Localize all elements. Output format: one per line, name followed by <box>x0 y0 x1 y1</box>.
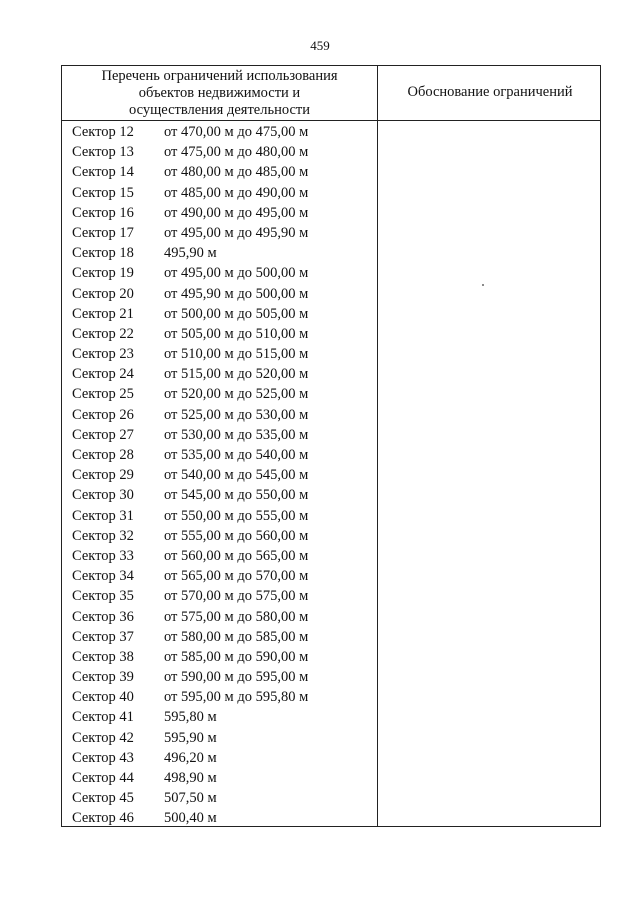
sector-name: Сектор 37 <box>72 628 134 645</box>
table-row <box>62 142 377 162</box>
table-row <box>62 788 377 808</box>
table-row <box>62 687 377 707</box>
header-justification: Обоснование ограничений <box>407 84 573 100</box>
table-row <box>62 728 377 748</box>
sector-name: Сектор 38 <box>72 648 134 665</box>
sector-name: Сектор 27 <box>72 426 134 443</box>
sector-name: Сектор 40 <box>72 689 134 706</box>
sector-name: Сектор 36 <box>72 608 134 625</box>
page-number: 459 <box>310 38 330 53</box>
table-row <box>62 586 377 606</box>
sector-name: Сектор 46 <box>72 810 134 827</box>
height-range: от 530,00 м до 535,00 м <box>164 426 309 443</box>
height-range: от 565,00 м до 570,00 м <box>164 568 309 585</box>
table-row <box>62 384 377 404</box>
sector-name: Сектор 25 <box>72 386 134 403</box>
sector-name: Сектор 12 <box>72 124 134 140</box>
sector-name: Сектор 17 <box>72 224 134 241</box>
height-range: от 495,00 м до 500,00 м <box>164 265 309 282</box>
table-row <box>62 122 377 142</box>
table-row <box>62 627 377 647</box>
height-range: от 550,00 м до 555,00 м <box>164 507 309 524</box>
height-range: от 560,00 м до 565,00 м <box>164 547 309 564</box>
table-row <box>62 183 377 203</box>
height-range: от 545,00 м до 550,00 м <box>164 487 309 504</box>
height-range: от 480,00 м до 485,00 м <box>164 164 309 181</box>
height-range: от 520,00 м до 525,00 м <box>164 386 309 403</box>
table-row <box>62 344 377 364</box>
sector-name: Сектор 21 <box>72 305 134 322</box>
height-range: от 525,00 м до 530,00 м <box>164 406 309 423</box>
scan-speck <box>482 284 484 286</box>
sector-name: Сектор 39 <box>72 669 134 686</box>
restrictions-table <box>61 65 601 827</box>
table-row <box>62 324 377 344</box>
height-range: от 535,00 м до 540,00 м <box>164 447 309 463</box>
height-range: 495,90 м <box>164 245 217 262</box>
sector-name: Сектор 14 <box>72 164 134 181</box>
height-range: 500,40 м <box>164 810 217 827</box>
table-row <box>62 607 377 627</box>
height-range: от 555,00 м до 560,00 м <box>164 527 309 544</box>
table-row <box>62 263 377 283</box>
table-row <box>62 566 377 586</box>
table-row <box>62 485 377 505</box>
header-restrictions-list <box>62 68 377 119</box>
table-row <box>62 203 377 223</box>
height-range: 498,90 м <box>164 770 217 786</box>
sector-name: Сектор 32 <box>72 527 134 544</box>
sector-name: Сектор 22 <box>72 325 134 342</box>
height-range: от 470,00 м до 475,00 м <box>164 124 309 140</box>
header-left-line-1: Перечень ограничений использования <box>101 68 338 84</box>
height-range: от 570,00 м до 575,00 м <box>164 588 309 605</box>
sector-name: Сектор 20 <box>72 285 134 302</box>
sector-name: Сектор 18 <box>72 245 134 262</box>
sector-name: Сектор 16 <box>72 204 134 221</box>
table-row <box>62 445 377 465</box>
table-row <box>62 647 377 667</box>
sector-name: Сектор 29 <box>72 467 134 484</box>
sector-name: Сектор 13 <box>72 144 134 161</box>
sector-name: Сектор 15 <box>72 184 134 201</box>
table-row <box>62 667 377 687</box>
table-row <box>62 243 377 263</box>
table-row <box>62 162 377 182</box>
height-range: от 540,00 м до 545,00 м <box>164 467 309 484</box>
height-range: от 590,00 м до 595,00 м <box>164 669 309 686</box>
table-row <box>62 465 377 485</box>
sector-name: Сектор 41 <box>72 709 134 726</box>
height-range: от 580,00 м до 585,00 м <box>164 628 309 645</box>
sector-name: Сектор 35 <box>72 588 134 605</box>
sector-name: Сектор 43 <box>72 749 134 766</box>
height-range: от 575,00 м до 580,00 м <box>164 608 309 625</box>
header-left-line-2: объектов недвижимости и <box>138 85 301 101</box>
height-range: от 510,00 м до 515,00 м <box>164 346 309 363</box>
table-row <box>62 284 377 304</box>
table-row <box>62 425 377 445</box>
table-row <box>62 304 377 324</box>
table-row <box>62 808 377 828</box>
height-range: от 495,00 м до 495,90 м <box>164 224 309 241</box>
height-range: 507,50 м <box>164 790 217 807</box>
sector-name: Сектор 28 <box>72 447 134 463</box>
sector-name: Сектор 24 <box>72 366 134 383</box>
height-range: 595,80 м <box>164 709 217 726</box>
height-range: 595,90 м <box>164 729 217 746</box>
sector-name: Сектор 31 <box>72 507 134 524</box>
table-row <box>62 506 377 526</box>
table-row <box>62 748 377 768</box>
height-range: от 505,00 м до 510,00 м <box>164 325 309 342</box>
height-range: от 475,00 м до 480,00 м <box>164 144 309 161</box>
sector-name: Сектор 45 <box>72 790 134 807</box>
table-row <box>62 364 377 384</box>
height-range: от 485,00 м до 490,00 м <box>164 184 309 201</box>
table-row <box>62 768 377 788</box>
header-left-line-3: осуществления деятельности <box>129 102 310 118</box>
height-range: от 490,00 м до 495,00 м <box>164 204 309 221</box>
height-range: от 585,00 м до 590,00 м <box>164 648 309 665</box>
table-row <box>62 526 377 546</box>
table-row <box>62 223 377 243</box>
sector-name: Сектор 34 <box>72 568 134 585</box>
height-range: от 495,90 м до 500,00 м <box>164 285 309 302</box>
height-range: от 595,00 м до 595,80 м <box>164 689 309 706</box>
sector-name: Сектор 33 <box>72 547 134 564</box>
sector-name: Сектор 26 <box>72 406 134 423</box>
sector-name: Сектор 30 <box>72 487 134 504</box>
height-range: от 500,00 м до 505,00 м <box>164 305 309 322</box>
table-row <box>62 546 377 566</box>
height-range: 496,20 м <box>164 749 217 766</box>
table-row <box>62 405 377 425</box>
sector-name: Сектор 19 <box>72 265 134 282</box>
sector-name: Сектор 42 <box>72 729 134 746</box>
sector-name: Сектор 44 <box>72 770 134 786</box>
table-body <box>62 122 377 829</box>
height-range: от 515,00 м до 520,00 м <box>164 366 309 383</box>
column-divider <box>377 66 378 826</box>
header-divider <box>62 120 600 121</box>
sector-name: Сектор 23 <box>72 346 134 363</box>
table-row <box>62 707 377 727</box>
